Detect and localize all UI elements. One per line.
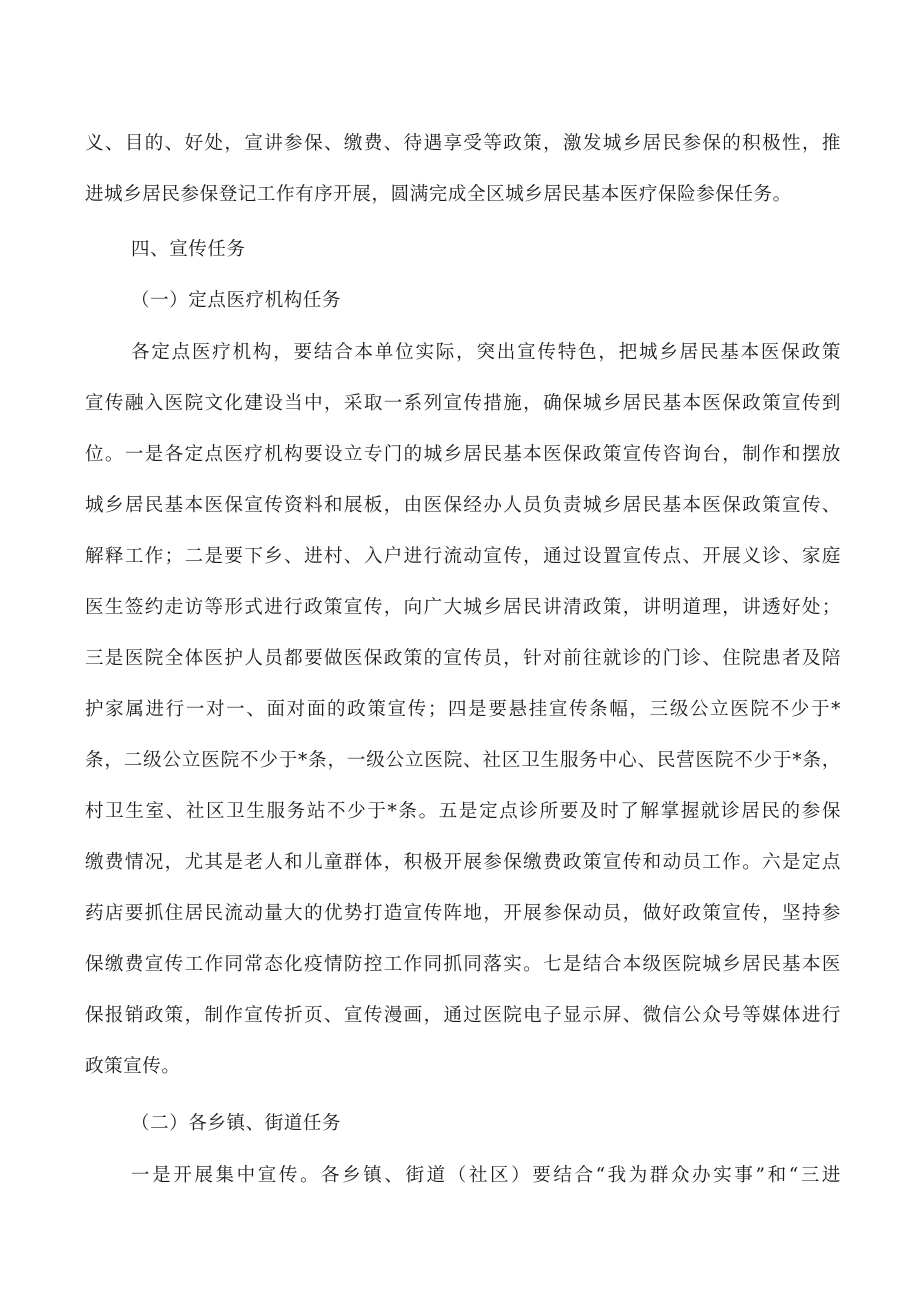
body-text-line: 进城乡居民参保登记工作有序开展，圆满完成全区城乡居民基本医疗保险参保任务。 [85, 184, 792, 205]
body-text-line: 城乡居民基本医保宣传资料和展板，由医保经办人员负责城乡居民基本医保政策宣传、 [85, 495, 841, 516]
subsection-heading: （二）各乡镇、街道任务 [131, 1113, 342, 1134]
body-text-line: 一是开展集中宣传。各乡镇、街道（社区）要结合“我为群众办实事”和“三进 [131, 1165, 841, 1186]
body-text-line: 义、目的、好处，宣讲参保、缴费、待遇享受等政策，激发城乡居民参保的积极性，推 [85, 133, 841, 154]
body-text-line: 政策宣传。 [85, 1056, 181, 1077]
body-text-line: 宣传融入医院文化建设当中，采取一系列宣传措施，确保城乡居民基本医保政策宣传到 [85, 393, 841, 414]
body-text-line: 解释工作；二是要下乡、进村、入户进行流动宣传，通过设置宣传点、开展义诊、家庭 [85, 546, 841, 567]
body-text-line: 药店要抓住居民流动量大的优势打造宣传阵地，开展参保动员，做好政策宣传，坚持参 [85, 903, 841, 924]
subsection-heading: （一）定点医疗机构任务 [131, 290, 342, 311]
body-text-line: 保缴费宣传工作同常态化疫情防控工作同抓同落实。七是结合本级医院城乡居民基本医 [85, 954, 841, 975]
body-text-line: 村卫生室、社区卫生服务站不少于*条。五是定点诊所要及时了解掌握就诊居民的参保 [85, 801, 841, 822]
body-text-line: 医生签约走访等形式进行政策宣传，向广大城乡居民讲清政策，讲明道理，讲透好处； [85, 597, 841, 618]
body-text-line: 各定点医疗机构，要结合本单位实际，突出宣传特色，把城乡居民基本医保政策 [131, 342, 841, 363]
body-text-line: 缴费情况，尤其是老人和儿童群体，积极开展参保缴费政策宣传和动员工作。六是定点 [85, 852, 841, 873]
body-text-line: 条，二级公立医院不少于*条，一级公立医院、社区卫生服务中心、民营医院不少于*条， [85, 750, 841, 771]
body-text-line: 三是医院全体医护人员都要做医保政策的宣传员，针对前往就诊的门诊、住院患者及陪 [85, 648, 841, 669]
body-text-line: 护家属进行一对一、面对面的政策宣传；四是要悬挂宣传条幅，三级公立医院不少于* [85, 699, 841, 720]
body-text-line: 位。一是各定点医疗机构要设立专门的城乡居民基本医保政策宣传咨询台，制作和摆放 [85, 444, 841, 465]
body-text-line: 保报销政策，制作宣传折页、宣传漫画，通过医院电子显示屏、微信公众号等媒体进行 [85, 1005, 841, 1026]
section-heading: 四、宣传任务 [131, 239, 246, 260]
